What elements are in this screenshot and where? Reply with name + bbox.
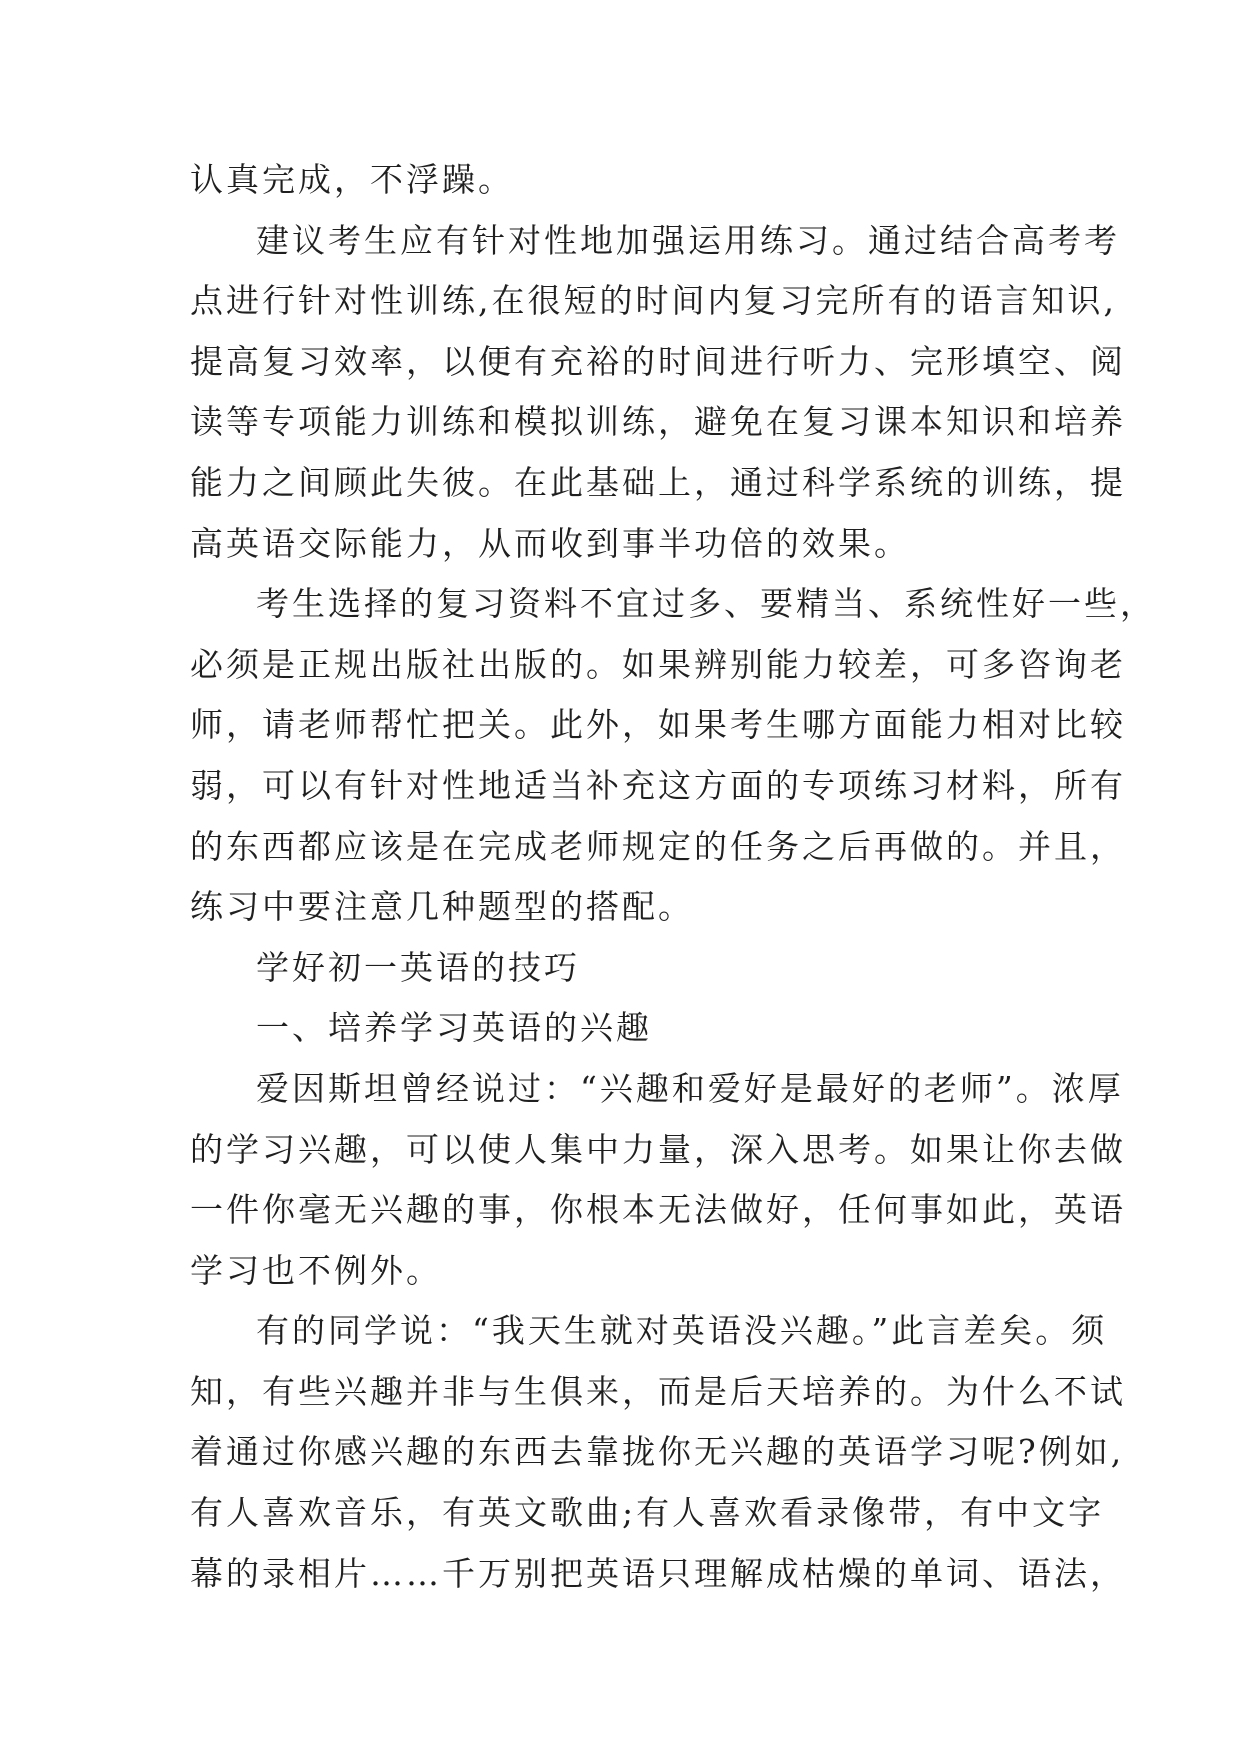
text-line: 知，有些兴趣并非与生俱来，而是后天培养的。为什么不试 (190, 1371, 1126, 1411)
text-line: 师，请老师帮忙把关。此外，如果考生哪方面能力相对比较 (190, 705, 1126, 745)
text-line: 提高复习效率，以便有充裕的时间进行听力、完形填空、阅 (190, 341, 1126, 381)
text-line: 的学习兴趣，可以使人集中力量，深入思考。如果让你去做 (190, 1129, 1126, 1169)
text-line: 有人喜欢音乐，有英文歌曲;有人喜欢看录像带，有中文字 (190, 1493, 1105, 1533)
paragraph-first-line: 考生选择的复习资料不宜过多、要精当、系统性好一些， (256, 584, 1156, 624)
text-line: 弱，可以有针对性地适当补充这方面的专项练习材料，所有 (190, 765, 1126, 805)
text-line: 认真完成，不浮躁。 (190, 160, 514, 199)
text-line: 学习也不例外。 (190, 1250, 442, 1290)
paragraph-first-line: 有的同学说：“我天生就对英语没兴趣。”此言差矣。须 (256, 1311, 1108, 1351)
text-line: 一件你毫无兴趣的事，你根本无法做好，任何事如此，英语 (190, 1190, 1126, 1230)
text-line: 点进行针对性训练,在很短的时间内复习完所有的语言知识, (190, 281, 1117, 321)
text-line: 的东西都应该是在完成老师规定的任务之后再做的。并且， (190, 826, 1126, 866)
paragraph-first-line: 建议考生应有针对性地加强运用练习。通过结合高考考 (256, 220, 1120, 260)
text-line: 必须是正规出版社出版的。如果辨别能力较差，可多咨询老 (190, 644, 1126, 684)
paragraph-first-line: 爱因斯坦曾经说过：“兴趣和爱好是最好的老师”。浓厚 (256, 1068, 1124, 1108)
text-line: 练习中要注意几种题型的搭配。 (190, 887, 694, 927)
paragraph-first-line: 学好初一英语的技巧 (256, 947, 580, 987)
text-line: 读等专项能力训练和模拟训练，避免在复习课本知识和培养 (190, 402, 1126, 442)
text-line: 高英语交际能力，从而收到事半功倍的效果。 (190, 523, 910, 563)
document-body (190, 150, 1156, 1604)
paragraph-first-line: 一、培养学习英语的兴趣 (256, 1008, 652, 1048)
text-line: 幕的录相片……千万别把英语只理解成枯燥的单词、语法， (190, 1553, 1126, 1593)
text-line: 着通过你感兴趣的东西去靠拢你无兴趣的英语学习呢?例如, (190, 1432, 1125, 1472)
text-line: 能力之间顾此失彼。在此基础上，通过科学系统的训练，提 (190, 462, 1126, 502)
